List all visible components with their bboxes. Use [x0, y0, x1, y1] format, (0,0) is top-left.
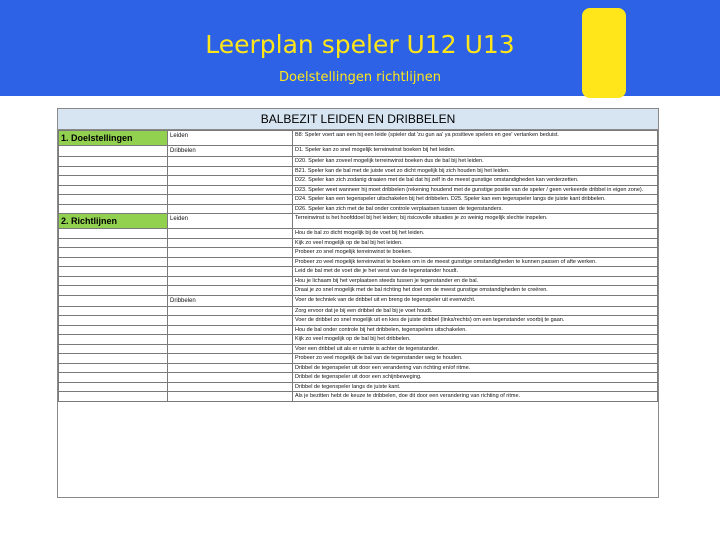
- group-label-spacer: [168, 276, 293, 286]
- row-text: Probeer zo snel mogelijk terreinwinst te boeken.: [293, 248, 658, 258]
- row-text: Draai je zo snel mogelijk met de bal richting het doel om de meest gunstige omstandigheden te creëren.: [293, 286, 658, 296]
- row-text: Als je bezitten hebt de keuze te dribbelen, doe dit door een verandering van richting of ritme.: [293, 392, 658, 402]
- group-label: Leiden: [168, 214, 293, 229]
- section-label-spacer: [59, 344, 168, 354]
- table-row: [59, 363, 658, 373]
- section-label-spacer: [59, 238, 168, 248]
- table-row: [59, 257, 658, 267]
- section-label-spacer: [59, 325, 168, 335]
- section-label-spacer: [59, 267, 168, 277]
- section-label-spacer: [59, 306, 168, 316]
- row-text: Probeer zo veel mogelijk de bal van de tegenstander weg te houden.: [293, 354, 658, 364]
- table-row: [59, 316, 658, 326]
- row-text: D24. Speler kan een tegenspeler uitschakelen bij het dribbelen. D25. Speler kan een tegenspeler langs de juiste kant dribbelen.: [293, 195, 658, 205]
- section-label: 1. Doelstellingen: [59, 131, 168, 146]
- section-label-spacer: [59, 195, 168, 205]
- section-label-spacer: [59, 286, 168, 296]
- section-label-spacer: [59, 276, 168, 286]
- row-text: Hou je lichaam bij het verplaatsen steeds tussen je tegenstander en de bal.: [293, 276, 658, 286]
- group-label-spacer: [168, 229, 293, 239]
- group-label-spacer: [168, 363, 293, 373]
- group-label-spacer: [168, 344, 293, 354]
- section-label-spacer: [59, 166, 168, 176]
- row-text: Kijk zo veel mogelijk op de bal bij het dribbelen.: [293, 335, 658, 345]
- table-row: [59, 295, 658, 306]
- table-row: [59, 214, 658, 229]
- group-label-spacer: [168, 306, 293, 316]
- section-label-spacer: [59, 185, 168, 195]
- row-text: Hou de bal zo dicht mogelijk bij de voet bij het leiden.: [293, 229, 658, 239]
- row-text: D26. Speler kan zich met de bal onder controle verplaatsen tussen de tegenstanders.: [293, 204, 658, 214]
- row-text: D23. Speler weet wanneer hij moet dribbelen (rekening houdend met de gunstige positie van de speler / geen verkeerde dribbel in eigen zone).: [293, 185, 658, 195]
- group-label: Dribbelen: [168, 295, 293, 306]
- row-text: Dribbel de tegenspeler langs de juiste kant.: [293, 382, 658, 392]
- table-row: [59, 354, 658, 364]
- row-text: D22. Speler kan zich zodanig draaien met de bal dat hij zelf in de meest gunstige omstandigheden kan verderzetten.: [293, 176, 658, 186]
- row-text: Leid de bal met de voet die je het verst van de tegenstander houdt.: [293, 267, 658, 277]
- table-row: [59, 146, 658, 157]
- slide-title: Leerplan speler U12 U13: [205, 30, 515, 59]
- group-label-spacer: [168, 195, 293, 205]
- group-label: Dribbelen: [168, 146, 293, 157]
- table-row: [59, 176, 658, 186]
- group-label-spacer: [168, 354, 293, 364]
- section-label-spacer: [59, 316, 168, 326]
- table-row: [59, 185, 658, 195]
- section-label-spacer: [59, 363, 168, 373]
- table-row: [59, 229, 658, 239]
- table-row: [59, 157, 658, 167]
- row-text: B8: Speler voert aan een hij een leide (spieler dat 'zu gun aa' ya positieve spelers en gee' vertanken beduist.: [293, 131, 658, 146]
- group-label-spacer: [168, 204, 293, 214]
- group-label-spacer: [168, 238, 293, 248]
- decorative-tab: [582, 8, 626, 98]
- row-text: Terreinwinst is het hoofddoel bij het leiden; bij risicovolle situaties je zo weinig mogelijk slechte inspelen.: [293, 214, 658, 229]
- table-row: [59, 248, 658, 258]
- table-row: [59, 195, 658, 205]
- section-label-spacer: [59, 392, 168, 402]
- section-label-spacer: [59, 176, 168, 186]
- row-text: Hou de bal onder controle bij het dribbelen, tegenspelers uitschakelen.: [293, 325, 658, 335]
- section-label-spacer: [59, 335, 168, 345]
- group-label-spacer: [168, 325, 293, 335]
- table-row: [59, 325, 658, 335]
- curriculum-table: [58, 130, 658, 402]
- table-row: [59, 335, 658, 345]
- table-row: [59, 267, 658, 277]
- group-label-spacer: [168, 267, 293, 277]
- table-row: [59, 382, 658, 392]
- group-label-spacer: [168, 166, 293, 176]
- row-text: B21. Speler kan de bal met de juiste voet zo dicht mogelijk bij zich houden bij het leiden.: [293, 166, 658, 176]
- table-row: [59, 131, 658, 146]
- row-text: Voer de dribbel zo snel mogelijk uit en kies de juiste dribbel (links/rechts) om een tegenstander voorbij te gaan.: [293, 316, 658, 326]
- table-row: [59, 166, 658, 176]
- row-text: Dribbel de tegenspeler uit door een verandering van richting en/of ritme.: [293, 363, 658, 373]
- group-label: Leiden: [168, 131, 293, 146]
- section-label-spacer: [59, 157, 168, 167]
- group-label-spacer: [168, 316, 293, 326]
- table-row: [59, 373, 658, 383]
- group-label-spacer: [168, 373, 293, 383]
- group-label-spacer: [168, 176, 293, 186]
- document-table: [57, 108, 659, 498]
- section-label-spacer: [59, 373, 168, 383]
- table-row: [59, 392, 658, 402]
- group-label-spacer: [168, 382, 293, 392]
- group-label-spacer: [168, 248, 293, 258]
- section-label-spacer: [59, 257, 168, 267]
- document-title: BALBEZIT LEIDEN EN DRIBBELEN: [58, 109, 658, 130]
- row-text: Kijk zo veel mogelijk op de bal bij het leiden.: [293, 238, 658, 248]
- row-text: D1. Speler kan zo snel mogelijk terreinwinst boeken bij het leiden.: [293, 146, 658, 157]
- table-row: [59, 286, 658, 296]
- row-text: Probeer zo veel mogelijk terreinwinst te boeken om in de meest gunstige omstandigheden te kunnen passen of afte werken.: [293, 257, 658, 267]
- group-label-spacer: [168, 257, 293, 267]
- row-text: Zorg ervoor dat je bij een dribbel de bal bij je voet houdt.: [293, 306, 658, 316]
- group-label-spacer: [168, 286, 293, 296]
- slide-subtitle: Doelstellingen richtlijnen: [279, 70, 441, 85]
- row-text: Voer een dribbel uit als er ruimte is achter de tegenstander.: [293, 344, 658, 354]
- section-label-spacer: [59, 354, 168, 364]
- section-label-spacer: [59, 248, 168, 258]
- row-text: D20. Speler kan zoveel mogelijk terreinwinst boeken dus de bal bij het leiden.: [293, 157, 658, 167]
- table-row: [59, 276, 658, 286]
- table-row: [59, 306, 658, 316]
- section-label-spacer: [59, 295, 168, 306]
- section-label: 2. Richtlijnen: [59, 214, 168, 229]
- section-label-spacer: [59, 229, 168, 239]
- section-label-spacer: [59, 146, 168, 157]
- section-label-spacer: [59, 382, 168, 392]
- section-label-spacer: [59, 204, 168, 214]
- group-label-spacer: [168, 335, 293, 345]
- table-row: [59, 238, 658, 248]
- row-text: Dribbel de tegenspeler uit door een schijnbeweging.: [293, 373, 658, 383]
- table-row: [59, 204, 658, 214]
- table-row: [59, 344, 658, 354]
- row-text: Voer de techniek van de dribbel uit en breng de tegenspeler uit evenwicht.: [293, 295, 658, 306]
- group-label-spacer: [168, 392, 293, 402]
- group-label-spacer: [168, 157, 293, 167]
- group-label-spacer: [168, 185, 293, 195]
